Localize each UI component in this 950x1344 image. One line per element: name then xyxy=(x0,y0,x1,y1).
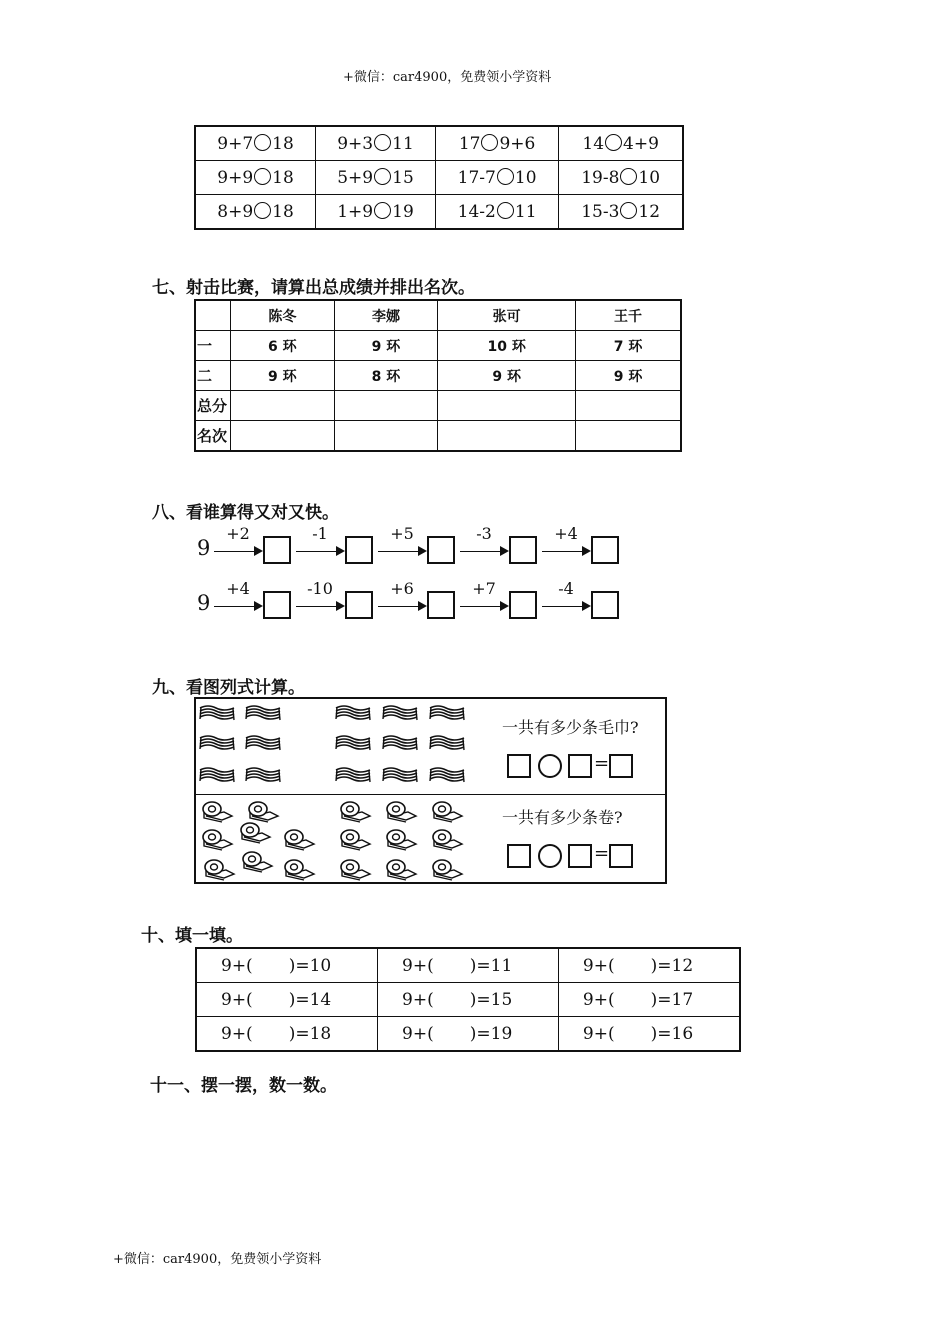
arrow-line xyxy=(460,551,504,552)
right-expression: 18 xyxy=(272,167,294,188)
toilet-roll-icon xyxy=(341,830,370,850)
table-row xyxy=(195,331,681,361)
compare-cell xyxy=(195,126,316,161)
answer-row-towels xyxy=(507,754,637,780)
compare-circle[interactable] xyxy=(620,168,637,185)
corner-cell xyxy=(195,300,231,331)
score-cell: 10 环 xyxy=(438,331,576,361)
question-towels: 一共有多少条毛巾? xyxy=(502,718,639,737)
toilet-roll-icon xyxy=(387,860,416,880)
arrow-line xyxy=(296,606,340,607)
header-cell: 王千 xyxy=(576,300,681,331)
arithmetic-chain-1 xyxy=(197,524,627,568)
answer-box[interactable] xyxy=(507,844,531,868)
table-row xyxy=(195,195,683,230)
row-label: 名次 xyxy=(195,421,231,452)
toilet-roll-icon xyxy=(433,860,462,880)
arrow-line xyxy=(460,606,504,607)
toilet-roll-icon xyxy=(249,802,278,822)
arrow-head-icon xyxy=(254,601,263,611)
header-cell: 陈冬 xyxy=(231,300,335,331)
arrow xyxy=(296,524,344,568)
equation-start: 9+( xyxy=(221,955,253,976)
arrow-head-icon xyxy=(582,601,591,611)
blank-cell[interactable] xyxy=(576,391,681,421)
arrow-head-icon xyxy=(418,546,427,556)
page-footer: +微信：car4900，免费领小学资料 xyxy=(113,1252,322,1267)
blank-cell[interactable] xyxy=(438,391,576,421)
towel-icon xyxy=(336,736,370,750)
score-cell: 6 环 xyxy=(231,331,335,361)
towel-icon xyxy=(246,768,280,782)
toilet-roll-icon xyxy=(341,860,370,880)
arrow-head-icon xyxy=(336,601,345,611)
equation-end: )=15 xyxy=(469,989,513,1010)
section-11-title: 十一、摆一摆，数一数。 xyxy=(150,1076,337,1096)
arrow xyxy=(460,579,508,623)
arithmetic-chain-2 xyxy=(197,579,627,623)
arrow-line xyxy=(214,606,258,607)
answer-box[interactable] xyxy=(509,591,537,619)
left-expression: 14 xyxy=(582,133,605,154)
fill-in-table xyxy=(195,947,741,1052)
arrow-head-icon xyxy=(254,546,263,556)
arrow xyxy=(378,579,426,623)
answer-box[interactable] xyxy=(263,591,291,619)
towel-icon xyxy=(200,706,234,720)
toilet-roll-icon xyxy=(387,802,416,822)
answer-box[interactable] xyxy=(609,844,633,868)
answer-box[interactable] xyxy=(263,536,291,564)
equation-end: )=12 xyxy=(650,955,694,976)
table-row xyxy=(195,421,681,452)
arrow-line xyxy=(378,551,422,552)
operator-circle[interactable] xyxy=(538,844,562,868)
towel-icon xyxy=(430,736,464,750)
row-label: 总分 xyxy=(195,391,231,421)
arrow-head-icon xyxy=(500,546,509,556)
answer-box[interactable] xyxy=(568,844,592,868)
compare-table xyxy=(194,125,684,230)
row-label: 一 xyxy=(195,331,231,361)
start-number: 9 xyxy=(197,536,211,560)
blank-cell[interactable] xyxy=(231,421,335,452)
equation-end: )=14 xyxy=(288,989,332,1010)
blank-cell[interactable] xyxy=(231,391,335,421)
equation-end: )=16 xyxy=(650,1023,694,1044)
equation-start: 9+( xyxy=(221,1023,253,1044)
towel-icon xyxy=(383,706,417,720)
compare-circle[interactable] xyxy=(605,134,622,151)
toilet-roll-icon xyxy=(387,830,416,850)
towel-icon xyxy=(336,706,370,720)
compare-circle[interactable] xyxy=(254,134,271,151)
section-7-title: 七、射击比赛，请算出总成绩并排出名次。 xyxy=(152,278,475,298)
fill-cell xyxy=(196,983,378,1017)
right-expression: 10 xyxy=(638,167,661,188)
equation-end: )=19 xyxy=(469,1023,513,1044)
compare-cell xyxy=(435,195,558,230)
operation-label: +7 xyxy=(472,579,496,598)
section-10-title: 十、填一填。 xyxy=(141,926,243,946)
score-cell: 9 环 xyxy=(438,361,576,391)
blank-cell[interactable] xyxy=(438,421,576,452)
header-cell: 张可 xyxy=(438,300,576,331)
right-expression: 10 xyxy=(514,167,537,188)
shooting-score-table xyxy=(194,299,682,452)
answer-row-rolls xyxy=(507,844,637,870)
left-expression: 1+9 xyxy=(337,201,374,222)
table-row xyxy=(195,361,681,391)
arrow xyxy=(542,524,590,568)
towel-icon xyxy=(383,768,417,782)
blank-cell[interactable] xyxy=(576,421,681,452)
arrow-line xyxy=(214,551,258,552)
compare-cell xyxy=(559,195,683,230)
fill-cell xyxy=(558,1017,740,1052)
toilet-roll-icon xyxy=(285,860,314,880)
toilet-roll-icon xyxy=(203,802,232,822)
left-expression: 17-7 xyxy=(457,167,496,188)
arrow-line xyxy=(542,551,586,552)
towel-icon xyxy=(200,736,234,750)
left-expression: 8+9 xyxy=(217,201,254,222)
answer-box[interactable] xyxy=(609,754,633,778)
compare-cell xyxy=(435,161,558,195)
compare-circle[interactable] xyxy=(481,134,498,151)
equation-start: 9+( xyxy=(402,955,434,976)
towel-icon xyxy=(430,768,464,782)
compare-cell xyxy=(195,161,316,195)
towel-icon xyxy=(246,736,280,750)
compare-circle[interactable] xyxy=(254,202,271,219)
answer-box[interactable] xyxy=(427,536,455,564)
equation-start: 9+( xyxy=(582,955,615,976)
fill-cell xyxy=(196,1017,378,1052)
table-row xyxy=(195,161,683,195)
table-row xyxy=(195,391,681,421)
arrow-line xyxy=(542,606,586,607)
right-expression: 4+9 xyxy=(623,133,659,154)
compare-cell xyxy=(559,161,683,195)
equation-start: 9+( xyxy=(582,989,615,1010)
toilet-roll-icon xyxy=(243,852,272,872)
toilet-roll-icon xyxy=(241,823,270,843)
blank-cell[interactable] xyxy=(334,421,438,452)
operation-label: +4 xyxy=(554,524,578,543)
row-label: 二 xyxy=(195,361,231,391)
table-row xyxy=(196,983,740,1017)
compare-circle[interactable] xyxy=(254,168,271,185)
section-9-title: 九、看图列式计算。 xyxy=(152,678,305,698)
operation-label: -10 xyxy=(307,579,333,598)
left-expression: 19-8 xyxy=(581,167,620,188)
table-row xyxy=(196,948,740,983)
right-expression: 11 xyxy=(514,201,537,222)
left-expression: 9+9 xyxy=(217,167,254,188)
operation-label: +6 xyxy=(390,579,414,598)
equation-start: 9+( xyxy=(221,989,253,1010)
right-expression: 15 xyxy=(392,167,414,188)
page-header: +微信：car4900，免费领小学资料 xyxy=(343,70,552,85)
compare-circle[interactable] xyxy=(620,202,637,219)
score-cell: 7 环 xyxy=(576,331,681,361)
fill-cell xyxy=(196,948,378,983)
arrow-head-icon xyxy=(418,601,427,611)
arrow xyxy=(214,579,262,623)
left-expression: 17 xyxy=(458,133,481,154)
operation-label: +4 xyxy=(226,579,250,598)
toilet-roll-icon xyxy=(433,802,462,822)
arrow xyxy=(460,524,508,568)
arrow-head-icon xyxy=(336,546,345,556)
section-8-title: 八、看谁算得又对又快。 xyxy=(152,503,339,523)
answer-box[interactable] xyxy=(568,754,592,778)
arrow-head-icon xyxy=(582,546,591,556)
left-expression: 14-2 xyxy=(457,201,496,222)
right-expression: 11 xyxy=(392,133,414,154)
arrow xyxy=(296,579,344,623)
arrow-line xyxy=(296,551,340,552)
operation-label: -1 xyxy=(312,524,328,543)
answer-box[interactable] xyxy=(345,536,373,564)
compare-cell xyxy=(316,195,436,230)
toilet-roll-icon xyxy=(341,802,370,822)
operation-label: +2 xyxy=(226,524,250,543)
fill-cell xyxy=(378,983,559,1017)
left-expression: 9+7 xyxy=(217,133,254,154)
equation-start: 9+( xyxy=(402,989,434,1010)
towel-icon xyxy=(200,768,234,782)
compare-circle[interactable] xyxy=(374,134,391,151)
compare-circle[interactable] xyxy=(374,202,391,219)
equals-sign: = xyxy=(594,753,610,774)
operation-label: -3 xyxy=(476,524,492,543)
equation-end: )=11 xyxy=(469,955,513,976)
table-row xyxy=(195,126,683,161)
compare-cell xyxy=(316,126,436,161)
right-expression: 9+6 xyxy=(499,133,536,154)
right-expression: 18 xyxy=(272,201,294,222)
arrow-head-icon xyxy=(500,601,509,611)
left-expression: 15-3 xyxy=(581,201,620,222)
equals-sign: = xyxy=(594,843,610,864)
compare-circle[interactable] xyxy=(497,168,514,185)
equation-end: )=10 xyxy=(288,955,332,976)
operation-label: +5 xyxy=(390,524,414,543)
score-cell: 9 环 xyxy=(576,361,681,391)
answer-box[interactable] xyxy=(591,591,619,619)
towel-icon xyxy=(430,706,464,720)
arrow xyxy=(214,524,262,568)
left-expression: 9+3 xyxy=(337,133,374,154)
table-row xyxy=(196,1017,740,1052)
equation-end: )=18 xyxy=(288,1023,332,1044)
toilet-roll-icon xyxy=(433,830,462,850)
compare-cell xyxy=(559,126,683,161)
towel-icon xyxy=(336,768,370,782)
equation-end: )=17 xyxy=(650,989,694,1010)
score-cell: 9 环 xyxy=(334,331,438,361)
right-expression: 19 xyxy=(392,201,414,222)
compare-cell xyxy=(195,195,316,230)
table-header-row xyxy=(195,300,681,331)
score-cell: 8 环 xyxy=(334,361,438,391)
compare-circle[interactable] xyxy=(374,168,391,185)
right-expression: 18 xyxy=(272,133,294,154)
arrow xyxy=(378,524,426,568)
toilet-roll-icon xyxy=(285,830,314,850)
fill-cell xyxy=(558,948,740,983)
compare-circle[interactable] xyxy=(497,202,514,219)
fill-cell xyxy=(378,948,559,983)
picture-problem-box xyxy=(194,697,667,884)
operator-circle[interactable] xyxy=(538,754,562,778)
question-rolls: 一共有多少条卷? xyxy=(502,808,623,827)
fill-cell xyxy=(558,983,740,1017)
toilet-roll-icon xyxy=(203,830,232,850)
right-expression: 12 xyxy=(638,201,661,222)
arrow-line xyxy=(378,606,422,607)
toilet-roll-icon xyxy=(205,860,234,880)
compare-cell xyxy=(316,161,436,195)
header-cell: 李娜 xyxy=(334,300,438,331)
fill-cell xyxy=(378,1017,559,1052)
blank-cell[interactable] xyxy=(334,391,438,421)
compare-cell xyxy=(435,126,558,161)
answer-box[interactable] xyxy=(345,591,373,619)
towel-icon xyxy=(246,706,280,720)
operation-label: -4 xyxy=(558,579,574,598)
start-number: 9 xyxy=(197,591,211,615)
arrow xyxy=(542,579,590,623)
answer-box[interactable] xyxy=(591,536,619,564)
equation-start: 9+( xyxy=(582,1023,615,1044)
answer-box[interactable] xyxy=(507,754,531,778)
answer-box[interactable] xyxy=(427,591,455,619)
picture-area xyxy=(196,699,496,886)
left-expression: 5+9 xyxy=(337,167,374,188)
score-cell: 9 环 xyxy=(231,361,335,391)
answer-box[interactable] xyxy=(509,536,537,564)
equation-start: 9+( xyxy=(402,1023,434,1044)
towel-icon xyxy=(383,736,417,750)
